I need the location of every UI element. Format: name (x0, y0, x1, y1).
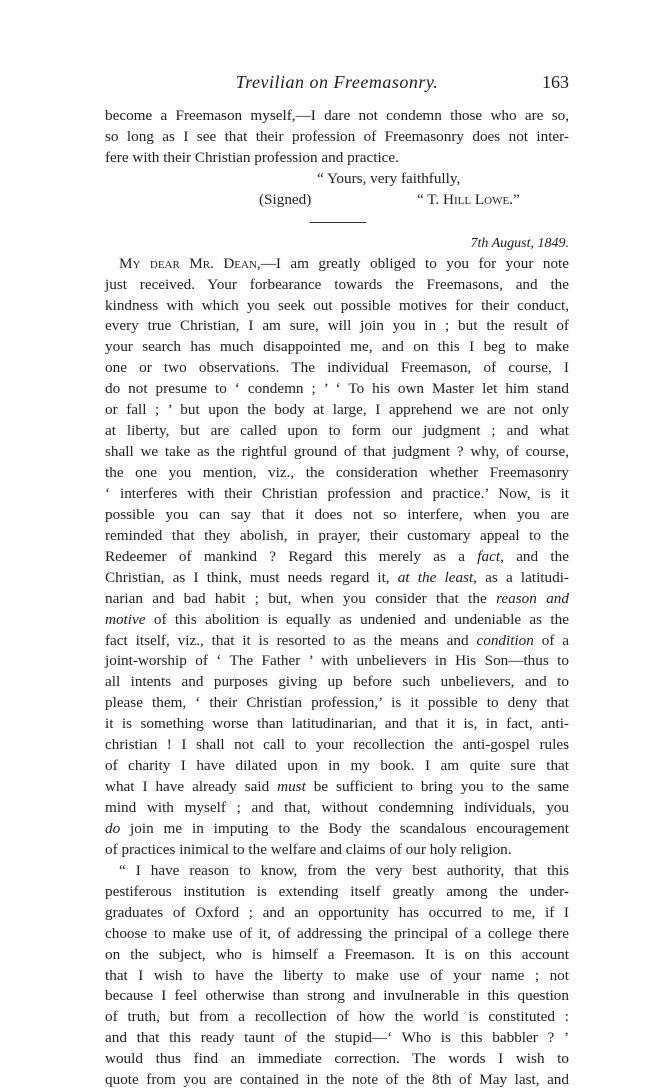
closing-line (105, 169, 569, 190)
text-line: of charity I have dilated upon in my book. I am quite sure that (105, 757, 569, 775)
text-line: fact itself, viz., that it is resorted to as the means and condition of a (105, 631, 569, 649)
text-line: graduates of Oxford ; and an opportunity has occurred to me, if I (105, 903, 569, 921)
text-line: of truth, but from a recollection of how the world is constituted : (105, 1008, 569, 1026)
text-line: of practices inimical to the welfare and claims of our holy religion. (105, 840, 512, 858)
text-line: on the subject, who is himself a Freemason. It is on this account (105, 945, 569, 963)
text-line: that I wish to have the liberty to make use of your name ; not (105, 966, 569, 984)
text-line: choose to make use of it, of addressing the principal of a college there (105, 924, 569, 942)
signature-line (105, 190, 569, 211)
text-line: Christian, as I think, must needs regard it, at the least, as a latitudi- (105, 568, 569, 586)
text-line: do not presume to ‘ condemn ; ’ ‘ To his own Master let him stand (105, 380, 569, 398)
text-line: mind with myself ; and that, without condemning individuals, you (105, 799, 569, 816)
text-line: possible you can say that it does not so interfere, when you are (105, 505, 569, 523)
text-line: shall we take as the rightful ground of that judgment ? why, of course, (105, 443, 569, 461)
text-line: and that this ready taunt of the stupid—‘ Who is this babbler ? ’ (105, 1029, 569, 1047)
running-title: Trevilian on Freemasonry. (235, 72, 439, 92)
text-line: reminded that they abolish, in prayer, their customary appeal to the (105, 526, 569, 544)
text-line: do join me in imputing to the Body the scandalous encouragement (105, 819, 569, 837)
text-line: ‘ interferes with their Christian profession and practice.’ Now, is it (105, 484, 569, 502)
text-line: all intents and purposes giving up before such unbelievers, and to (105, 673, 569, 691)
text-line: christian ! I shall not call to your recollection the anti-gospel rules (105, 736, 569, 754)
text-line: just received. Your forbearance towards the Freemasons, and the (105, 275, 569, 293)
text-line: kindness with which you seek out possible motives for their conduct, (105, 296, 569, 314)
text-line: become a Freemason myself,—I dare not condemn those who are so, (105, 107, 569, 124)
text-line: the one you mention, viz., the consideration whether Freemasonry (105, 464, 569, 481)
signed-label: (Signed) (259, 190, 312, 208)
text-line: please them, ‘ their Christian profession,’ is it possible to deny that (105, 694, 569, 712)
text-line: so long as I see that their profession of Freemasonry does not inter- (105, 127, 569, 145)
text-line: “ I have reason to know, from the very best authority, that this (119, 861, 569, 879)
text-line: or fall ; ’ but upon the body at large, I apprehend we are not only (105, 401, 569, 419)
text-line: what I have already said must be sufficient to bring you to the same (105, 778, 570, 796)
text-line: narian and bad habit ; but, when you consider that the reason and (105, 589, 569, 607)
page-body (105, 106, 569, 1091)
page-header (105, 72, 569, 98)
text-line: pestiferous institution is extending itself greatly among the under- (105, 882, 569, 900)
text-line: it is something worse than latitudinarian, and that it is, in fact, anti- (105, 715, 569, 733)
text-line: My dear Mr. Dean,—I am greatly obliged to you for your note (119, 254, 570, 272)
text-line: quote from you are contained in the note of the 8th of May last, and (105, 1071, 569, 1089)
salutation: My dear Mr. Dean, (119, 254, 261, 272)
text-line: your search has much disappointed me, and on this I beg to make (105, 338, 569, 356)
text-line: joint-worship of ‘ The Father ’ with unbelievers in His Son—thus to (105, 652, 569, 670)
text-line: every true Christian, I am sure, will join you in ; but the result of (105, 317, 569, 335)
text-line: fere with their Christian profession and practice. (105, 148, 399, 166)
signature: “ T. Hill Lowe.” (417, 190, 520, 208)
text-line: because I feel otherwise than strong and invulnerable in this question (105, 987, 569, 1005)
letter-date: 7th August, 1849. (470, 235, 569, 251)
text-line: would thus find an immediate correction. The words I wish to (105, 1050, 569, 1068)
text-line: motive of this abolition is equally as undenied and undeniable as the (105, 610, 569, 628)
text-line: one or two observations. The individual Freemason, of course, I (105, 359, 569, 377)
text-line: Redeemer of mankind ? Regard this merely as a fact, and the (105, 547, 569, 565)
section-divider (105, 211, 569, 232)
text-line: at liberty, but are called upon to form our judgment ; and what (105, 422, 569, 440)
page-number: 163 (542, 72, 569, 92)
letter-closing: “ Yours, very faithfully, (317, 169, 461, 187)
